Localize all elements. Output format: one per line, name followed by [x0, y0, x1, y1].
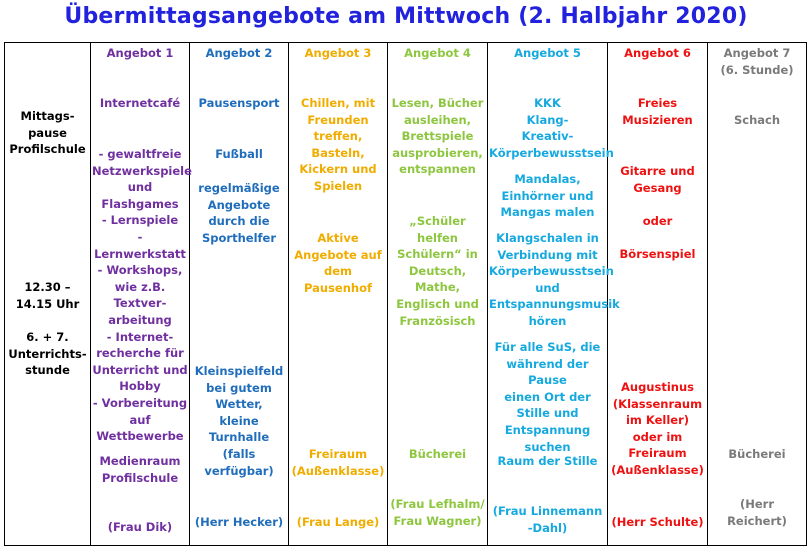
offer-description: Klangschalen in Verbindung mit Körperbewusstsein und Entspannungsmusik hören [489, 231, 620, 328]
schedule-table [4, 42, 807, 546]
column-angebot-3 [289, 43, 388, 546]
offer-description: Mandalas, Einhörner und Mangas malen [500, 172, 595, 220]
offer-location: Kleinspielfeld bei gutem Wetter, kleine Turnhalle (falls verfügbar) [194, 364, 284, 478]
offer-location: Freiraum (Außenklasse) [291, 447, 385, 478]
offer-location: Augustinus (Klassenraum im Keller) oder im Freiraum (Außenklasse) [611, 380, 704, 477]
offer-title: Internetcafé [99, 96, 181, 110]
column-header: Angebot 4 [404, 46, 471, 60]
offer-teacher: (Frau Lange) [296, 515, 380, 529]
offer-teacher: (Herr Schulte) [611, 515, 704, 529]
offer-description: Fußball [215, 147, 263, 161]
column-header: Angebot 7 (6. Stunde) [720, 46, 794, 77]
column-header: Angebot 1 [106, 46, 174, 60]
offer-title: Freies Musizieren [622, 96, 693, 127]
column-angebot-5 [488, 43, 620, 546]
offer-title: Schach [733, 113, 781, 127]
column-angebot-2 [190, 43, 289, 546]
offer-teacher: (Frau Lefhalm/ Frau Wagner) [390, 497, 485, 528]
offer-location: Raum der Stille [497, 454, 598, 468]
page-title: Übermittagsangebote am Mittwoch (2. Halbjahr 2020) [64, 4, 748, 29]
offer-teacher: (Herr Reichert) [727, 497, 787, 528]
column-header: Angebot 6 [624, 46, 691, 60]
offer-title: Lesen, Bücher ausleihen, Brettspiele ausprobieren, entspannen [391, 96, 484, 177]
offer-description: Für alle SuS, die während der Pause einen Ort der Stille und Entspannung suchen [494, 340, 601, 454]
label-column [5, 43, 91, 546]
offer-description: Gitarre und Gesang [620, 164, 695, 195]
label-time: 12.30 – 14.15 Uhr [15, 280, 80, 311]
offer-teacher: (Herr Hecker) [194, 515, 284, 529]
column-angebot-7 [708, 43, 807, 546]
offer-location: Bücherei [728, 447, 786, 461]
offer-description: regelmäßige Angebote durch die Sporthelfer [198, 181, 280, 245]
column-header: Angebot 3 [304, 46, 372, 60]
offer-location: Bücherei [408, 447, 467, 461]
offer-description: oder [642, 214, 673, 228]
offer-description: Aktive Angebote auf dem Pausenhof [294, 231, 382, 295]
column-header: Angebot 5 [514, 46, 581, 60]
column-header: Angebot 2 [205, 46, 273, 60]
offer-teacher: (Frau Linnemann -Dahl) [492, 504, 603, 535]
offer-title: Pausensport [198, 96, 280, 110]
label-lessons: 6. + 7. Unterrichts- stunde [8, 330, 87, 378]
offer-location: Medienraum Profilschule [99, 454, 181, 485]
offer-description: „Schüler helfen Schülern“ in Deutsch, Mathe, Englisch und Französisch [396, 214, 479, 328]
label-mittagspause: Mittags- pause Profilschule [9, 109, 86, 157]
offer-description: Börsenspiel [619, 247, 696, 261]
column-angebot-6 [608, 43, 708, 546]
column-angebot-4 [388, 43, 488, 546]
offer-description: - gewaltfreie Netzwerkspiele und Flashgames - Lernspiele - Lernwerkstatt - Workshops, wie z.B. Textver- arbeitung - Internet- recherche für Unterricht und Hobby - Vorbereitung auf Wettbewerbe [92, 147, 192, 444]
column-angebot-1 [91, 43, 190, 546]
offer-teacher: (Frau Dik) [107, 520, 173, 534]
offer-title: Chillen, mit Freunden treffen, Basteln, Kickern und Spielen [299, 96, 377, 193]
offer-title: KKK Klang- Kreativ- Körperbewusstsein [489, 96, 614, 160]
